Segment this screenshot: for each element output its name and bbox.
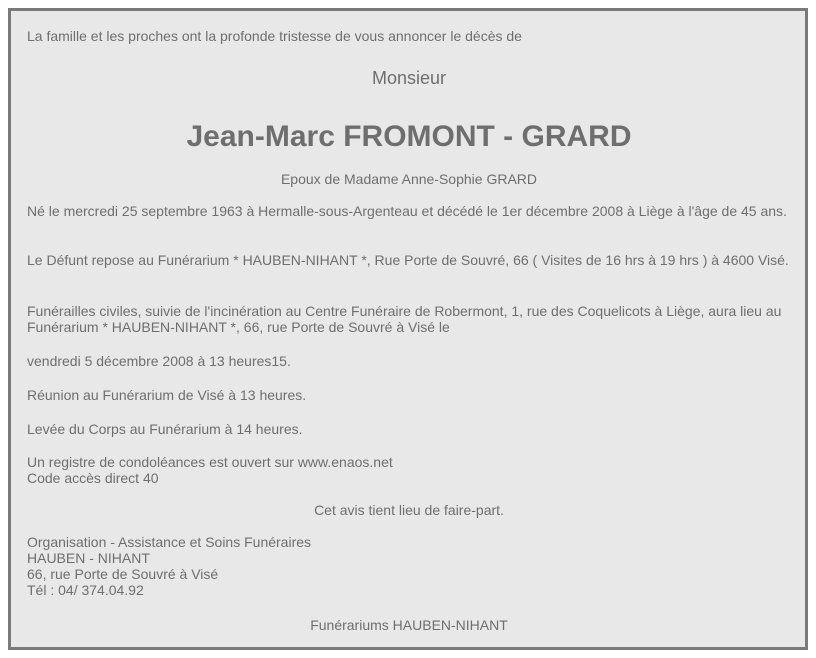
honorific: Monsieur <box>371 68 447 88</box>
registry-block <box>27 454 791 486</box>
organisation-name: HAUBEN - NIHANT <box>27 550 150 566</box>
obituary-frame <box>8 8 808 650</box>
notice-text: Cet avis tient lieu de faire-part. <box>314 502 504 518</box>
meeting-text: Réunion au Funérarium de Visé à 13 heures. <box>27 387 307 403</box>
organisation-title: Organisation - Assistance et Soins Funéraires <box>27 534 312 550</box>
intro-text: La famille et les proches ont la profonde tristesse de vous annoncer le décès de <box>27 28 522 44</box>
funeral-text: Funérailles civiles, suivie de l'incinération au Centre Funéraire de Robermont, 1, rue des Coquelicots à Liège, aura lieu au Funérarium * HAUBEN-NIHANT *, 66, rue Porte de Souvré à Visé le <box>27 303 782 335</box>
spouse-text: Epoux de Madame Anne-Sophie GRARD <box>280 171 538 187</box>
rest-place-text: Le Défunt repose au Funérarium * HAUBEN-NIHANT *, Rue Porte de Souvré, 66 ( Visites de 16 hrs à 19 hrs ) à 4600 Visé. <box>27 252 789 268</box>
organisation-block <box>27 534 791 598</box>
funeral-date: vendredi 5 décembre 2008 à 13 heures15. <box>27 353 291 369</box>
birth-death-text: Né le mercredi 25 septembre 1963 à Hermalle-sous-Argenteau et décédé le 1er décembre 2008 à Liège à l'âge de 45 ans. <box>27 203 787 219</box>
signature: Funérariums HAUBEN-NIHANT <box>310 617 508 633</box>
deceased-name: Jean-Marc FROMONT - GRARD <box>186 120 632 153</box>
organisation-address: 66, rue Porte de Souvré à Visé <box>27 566 219 582</box>
organisation-phone: Tél : 04/ 374.04.92 <box>27 582 144 598</box>
registry-code: Code accès direct 40 <box>27 470 159 486</box>
levee-text: Levée du Corps au Funérarium à 14 heures. <box>27 421 303 437</box>
registry-line: Un registre de condoléances est ouvert sur www.enaos.net <box>27 454 393 470</box>
